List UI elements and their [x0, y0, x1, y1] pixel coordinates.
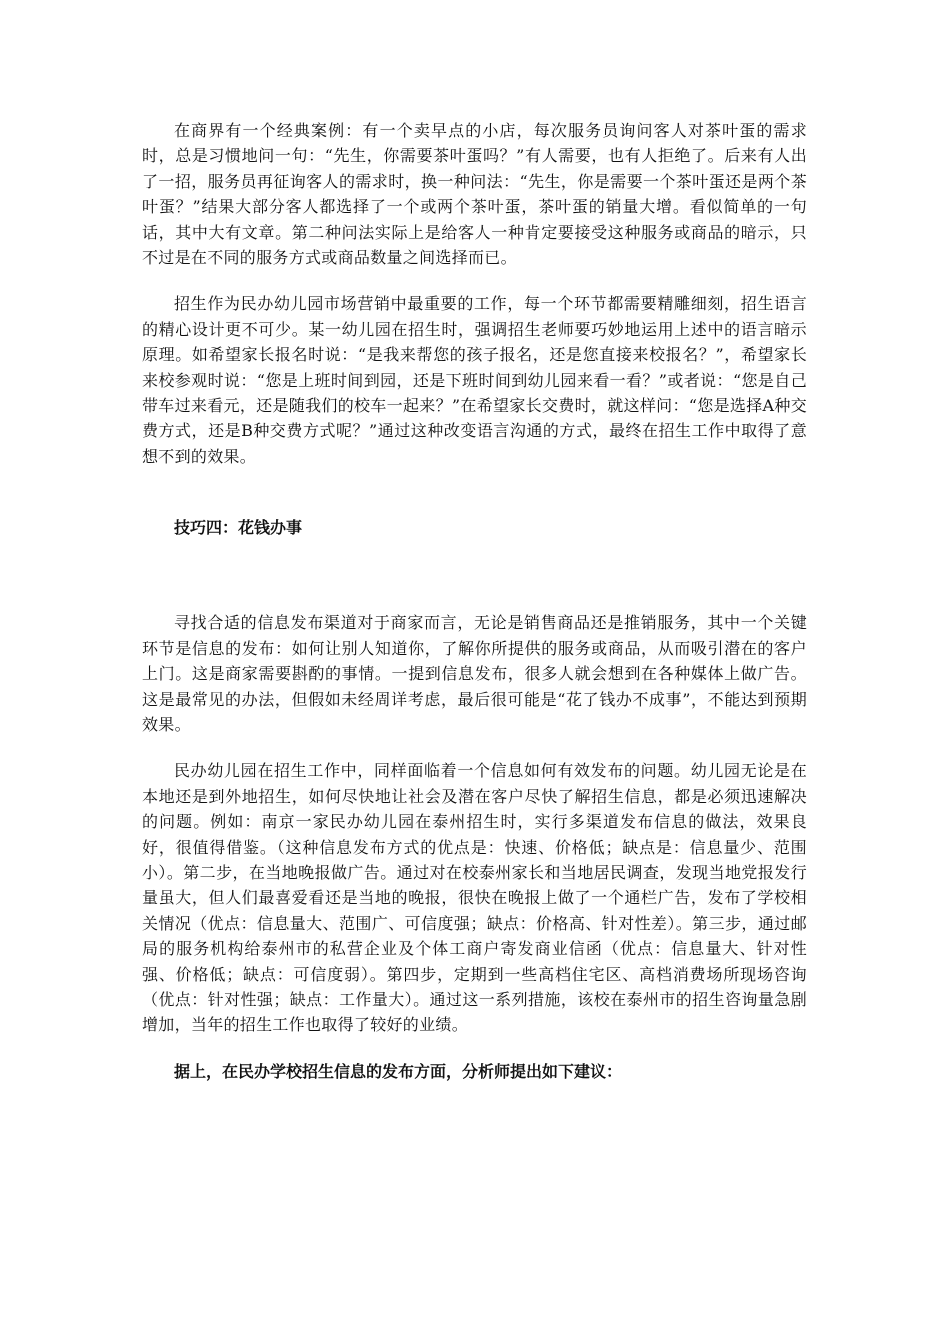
paragraph-kindergarten-example: 民办幼儿园在招生工作中，同样面临着一个信息如何有效发布的问题。幼儿园无论是在本地还是到外地招生，如何尽快地让社会及潜在客户尽快了解招生信息，都是必须迅速解决的问题。例如：南京一家民办幼儿园在泰州招生时，实行多渠道发布信息的做法，效果良好，很值得借鉴。（这种信息发布方式的优点是：快速、价格低；缺点是：信息量少、范围小）。第二步，在当地晚报做广告。通过对在校泰州家长和当地居民调查，发现当地党报发行量虽大，但人们最喜爱看还是当地的晚报，很快在晚报上做了一个通栏广告，发布了学校相关情况（优点：信息量大、范围广、可信度强；缺点：价格高、针对性差）。第三步，通过邮局的服务机构给泰州市的私营企业及个体工商户寄发商业信函（优点：信息量大、针对性强、价格低；缺点：可信度弱）。第四步，定期到一些高档住宅区、高档消费场所现场咨询（优点：针对性强；缺点：工作量大）。通过这一系列措施，该校在泰州市的招生咨询量急剧增加，当年的招生工作也取得了较好的业绩。 — [142, 761, 807, 1035]
paragraph-spacer — [142, 1038, 807, 1059]
paragraph-info-channels: 寻找合适的信息发布渠道对于商家而言，无论是销售商品还是推销服务，其中一个关键环节是信息的发布：如何让别人知道你，了解你所提供的服务或商品，从而吸引潜在的客户上门。这是商家需要斟酌的事情。一提到信息发布，很多人就会想到在各种媒体上做广告。这是最常见的办法，但假如未经周详考虑，最后很可能是“花了钱办不成事”，不能达到预期效果。 — [142, 613, 807, 734]
paragraph-recommendation-intro: 据上，在民办学校招生信息的发布方面，分析师提出如下建议： — [174, 1061, 623, 1081]
paragraph-spacer — [142, 737, 807, 758]
paragraph-spacer — [142, 270, 807, 291]
document-page — [142, 118, 807, 1084]
paragraph-case-study: 在商界有一个经典案例：有一个卖早点的小店，每次服务员询问客人对茶叶蛋的需求时，总是习惯地问一句：“先生，你需要茶叶蛋吗？”有人需要，也有人拒绝了。后来有人出了一招，服务员再征询客人的需求时，换一种问法：“先生，你是需要一个茶叶蛋还是两个茶叶蛋？”结果大部分客人都选择了一个或两个茶叶蛋，茶叶蛋的销量大增。看似简单的一句话，其中大有文章。第二种问法实际上是给客人一种肯定要接受这种服务或商品的暗示，只不过是在不同的服务方式或商品数量之间选择而已。 — [142, 121, 807, 268]
heading-spacer-top — [142, 469, 807, 515]
heading-spacer-bottom — [142, 540, 807, 610]
paragraph-enrollment-language: 招生作为民办幼儿园市场营销中最重要的工作，每一个环节都需要精雕细刻，招生语言的精心设计更不可少。某一幼儿园在招生时，强调招生老师要巧妙地运用上述中的语言暗示原理。如希望家长报名时说：“是我来帮您的孩子报名，还是您直接来校报名？”，希望家长来校参观时说：“您是上班时间到园，还是下班时间到幼儿园来看一看？”或者说：“您是自己带车过来看元，还是随我们的校车一起来？”在希望家长交费时，就这样问：“您是选择A种交费方式，还是B种交费方式呢？”通过这种改变语言沟通的方式，最终在招生工作中取得了意想不到的效果。 — [142, 294, 807, 466]
section-heading: 技巧四：花钱办事 — [174, 518, 303, 538]
